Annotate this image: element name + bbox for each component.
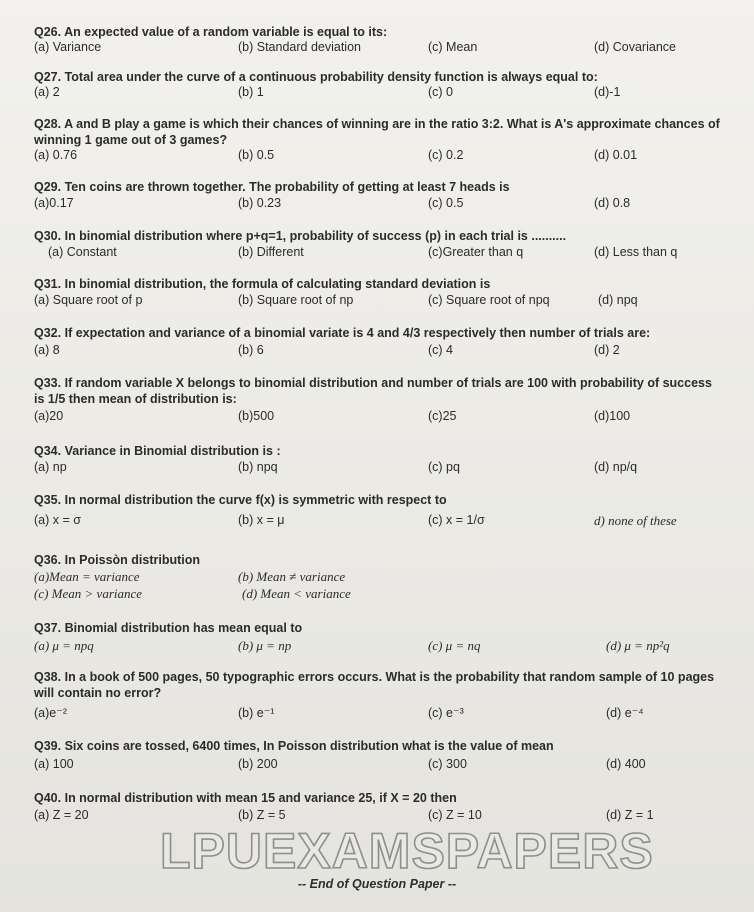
options-row — [0, 292, 754, 309]
option-c: (c) Square root of npq — [428, 293, 550, 307]
option-b: (b) Mean ≠ variance — [238, 569, 346, 584]
question-number: Q29. — [34, 180, 62, 194]
option-d: (d) Less than q — [594, 245, 678, 259]
option-c: (c)Greater than q — [428, 245, 524, 259]
option-b: (b) 0.23 — [238, 196, 282, 210]
option-a: (a)0.17 — [34, 196, 74, 210]
option-d: (d) e⁻⁴ — [606, 706, 644, 720]
option-a: (a) Constant — [48, 245, 117, 259]
question-number: Q31. — [34, 277, 62, 291]
question-number: Q28. — [34, 117, 62, 131]
option-b: (b) 1 — [238, 85, 264, 99]
watermark: LPUEXAMSPAPERS — [160, 823, 654, 879]
question-number: Q38. — [34, 670, 62, 684]
option-a: (a) μ = npq — [34, 638, 94, 653]
question-text: Q30. In binomial distribution where p+q=1, probability of success (p) in each trial is .......... — [34, 229, 567, 243]
question-text: Q27. Total area under the curve of a continuous probability density function is always equal to: — [34, 70, 598, 84]
option-a: (a) x = σ — [34, 513, 81, 527]
option-b: (b) 200 — [238, 757, 278, 771]
option-a: (a) Z = 20 — [34, 808, 89, 822]
option-b: (b) npq — [238, 460, 278, 474]
question-text: Q39. Six coins are tossed, 6400 times, In Poisson distribution what is the value of mean — [34, 739, 554, 753]
option-d: (d) 400 — [606, 757, 646, 771]
option-b: (b) μ = np — [238, 638, 292, 653]
option-c: (c) 300 — [428, 757, 467, 771]
options-row — [0, 244, 754, 261]
option-a: (a)Mean = variance — [34, 569, 140, 584]
option-b: (b) Different — [238, 245, 304, 259]
option-a: (a) Variance — [34, 40, 102, 54]
question-number: Q32. — [34, 326, 62, 340]
option-d: (d) 0.01 — [594, 148, 638, 162]
question-number: Q39. — [34, 739, 62, 753]
option-c: (c) 0 — [428, 85, 453, 99]
question-number: Q36. — [34, 553, 62, 567]
option-b: (b) Square root of np — [238, 293, 354, 307]
question-number: Q37. — [34, 621, 62, 635]
question-text: Q36. In Poissòn distribution — [34, 553, 201, 567]
option-b: (b) Standard deviation — [238, 40, 361, 54]
options-row — [0, 512, 754, 529]
options-row — [0, 342, 754, 359]
option-a: (a)e⁻² — [34, 706, 67, 720]
option-c: (c) 0.5 — [428, 196, 464, 210]
question-text: Q34. Variance in Binomial distribution is : — [34, 444, 281, 458]
option-a: (a)20 — [34, 409, 64, 423]
option-a: (a) 2 — [34, 85, 60, 99]
question-number: Q40. — [34, 791, 62, 805]
question-text: Q26. An expected value of a random variable is equal to its: — [34, 25, 388, 39]
question-text: Q29. Ten coins are thrown together. The probability of getting at least 7 heads is — [34, 180, 510, 194]
options-row — [0, 637, 754, 654]
options-row — [0, 459, 754, 476]
options-row — [0, 568, 754, 585]
option-d: (d)-1 — [594, 85, 621, 99]
option-c: (c) μ = nq — [428, 638, 481, 653]
question-text: Q35. In normal distribution the curve f(x) is symmetric with respect to — [34, 493, 447, 507]
question-text: Q37. Binomial distribution has mean equal to — [34, 621, 303, 635]
option-a: (a) Square root of p — [34, 293, 143, 307]
question-text: Q33. If random variable X belongs to binomial distribution and number of trials are 100 with probability of success is 1/5 then mean of distribution is: — [34, 376, 712, 406]
question-number: Q34. — [34, 444, 62, 458]
option-d: (d) Covariance — [594, 40, 676, 54]
option-b: (b) 0.5 — [238, 148, 275, 162]
option-b: (b) e⁻¹ — [238, 706, 275, 720]
option-c: (c) Mean > variance — [34, 586, 143, 601]
options-row — [0, 195, 754, 212]
options-row — [0, 756, 754, 773]
option-c: (c) pq — [428, 460, 460, 474]
question-number: Q33. — [34, 376, 62, 390]
question-text: Q28. A and B play a game is which their chances of winning are in the ratio 3:2. What is A's approximate chances of winning 1 game out of 3 games? — [34, 117, 720, 147]
options-row — [0, 705, 754, 722]
option-c: (c) x = 1/σ — [428, 513, 485, 527]
question-number: Q26. — [34, 25, 62, 39]
question-text: Q38. In a book of 500 pages, 50 typographic errors occurs. What is the probability that random sample of 10 pages will contain no error? — [34, 670, 715, 700]
option-d: (d)100 — [594, 409, 631, 423]
option-a: (a) 100 — [34, 757, 74, 771]
option-d: (d) npq — [598, 293, 638, 307]
option-d: (d) Mean < variance — [242, 586, 351, 601]
question-text: Q32. If expectation and variance of a binomial variate is 4 and 4/3 respectively then number of trials are: — [34, 326, 651, 340]
question-text: Q31. In binomial distribution, the formula of calculating standard deviation is — [34, 277, 491, 291]
option-d: (d) Z = 1 — [606, 808, 654, 822]
option-d: (d) 0.8 — [594, 196, 631, 210]
option-c: (c)25 — [428, 409, 457, 423]
option-c: (c) Mean — [428, 40, 478, 54]
option-d: (d) np/q — [594, 460, 638, 474]
options-row — [0, 39, 754, 56]
option-b: (b) x = μ — [238, 513, 285, 527]
option-b: (b) Z = 5 — [238, 808, 286, 822]
option-b: (b) 6 — [238, 343, 264, 357]
option-c: (c) e⁻³ — [428, 706, 464, 720]
option-c: (c) 0.2 — [428, 148, 464, 162]
option-d: d) none of these — [594, 513, 677, 528]
option-d: (d) μ = np²q — [606, 638, 670, 653]
option-a: (a) 0.76 — [34, 148, 78, 162]
question-text: Q40. In normal distribution with mean 15 and variance 25, if X = 20 then — [34, 791, 457, 805]
question-number: Q30. — [34, 229, 62, 243]
option-a: (a) np — [34, 460, 67, 474]
option-a: (a) 8 — [34, 343, 60, 357]
option-c: (c) Z = 10 — [428, 808, 482, 822]
options-row — [0, 147, 754, 164]
options-row — [0, 408, 754, 425]
option-d: (d) 2 — [594, 343, 620, 357]
option-b: (b)500 — [238, 409, 275, 423]
options-row — [0, 84, 754, 101]
option-c: (c) 4 — [428, 343, 453, 357]
question-number: Q35. — [34, 493, 62, 507]
question-number: Q27. — [34, 70, 62, 84]
end-of-paper-footer: -- End of Question Paper -- — [297, 877, 457, 891]
options-row — [0, 585, 754, 602]
